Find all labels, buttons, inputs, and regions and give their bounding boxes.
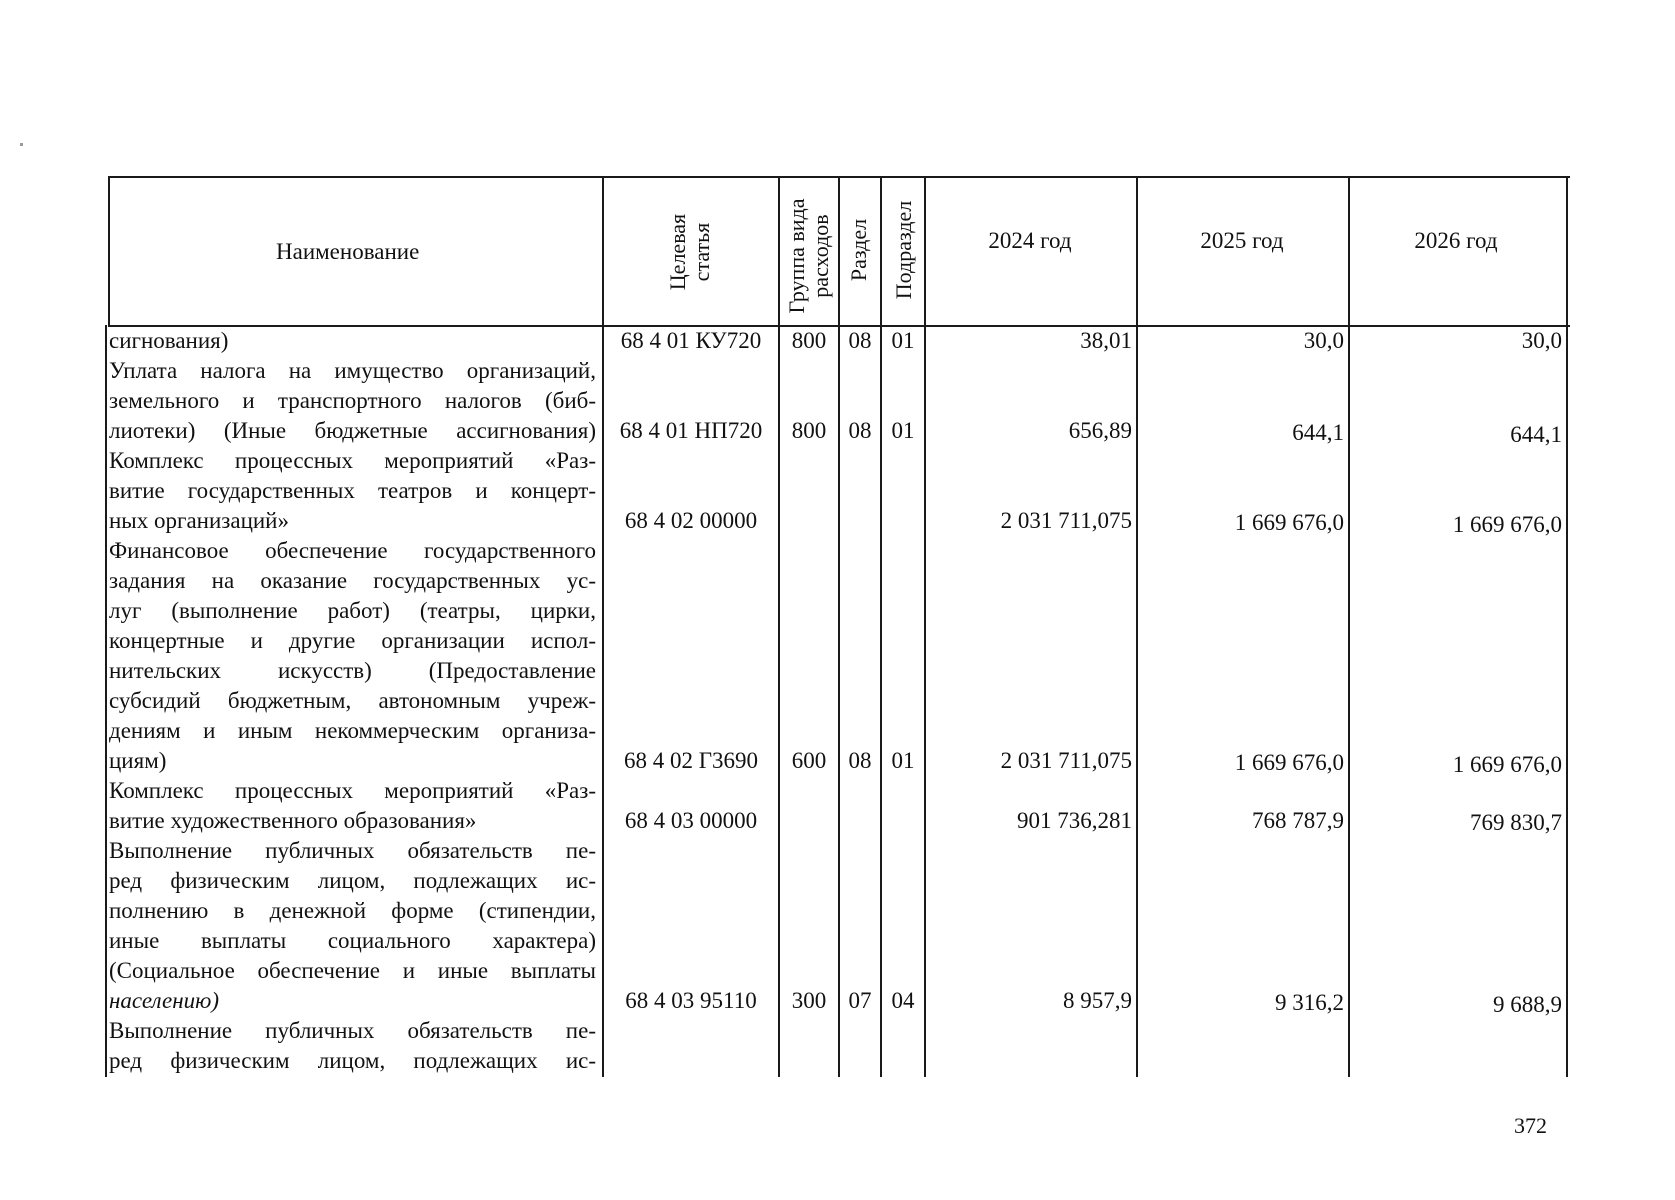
header-target-line1: Целевая bbox=[665, 213, 690, 291]
row-value-2025: 644,1 bbox=[1292, 420, 1344, 445]
row-name-line: ред физическим лицом, подлежащих ис- bbox=[109, 1048, 596, 1073]
col-line-group bbox=[838, 176, 840, 1077]
col-line-subsection bbox=[924, 176, 926, 1077]
row-section: 07 bbox=[848, 988, 872, 1013]
row-group: 800 bbox=[791, 418, 827, 443]
row-value-2024: 38,01 bbox=[1080, 328, 1132, 353]
row-name bbox=[109, 536, 596, 776]
row-group: 800 bbox=[791, 328, 827, 353]
row-section: 08 bbox=[848, 748, 872, 773]
header-name: Наименование bbox=[276, 239, 420, 264]
row-name-line: Комплекс процессных мероприятий «Раз- bbox=[109, 778, 596, 803]
row-value-2025: 1 669 676,0 bbox=[1234, 510, 1344, 535]
row-name bbox=[109, 836, 596, 1016]
row-target-code: 68 4 03 95110 bbox=[625, 988, 757, 1013]
header-group-line1: Группа вида bbox=[784, 198, 809, 314]
scan-dot bbox=[20, 143, 23, 146]
row-name bbox=[109, 1016, 596, 1076]
row-name-line: витие художественного образования» bbox=[109, 808, 477, 833]
row-name-line: населению) bbox=[109, 988, 220, 1013]
row-name-line: дениям и иным некоммерческим организа- bbox=[109, 718, 596, 743]
row-value-2024: 656,89 bbox=[1068, 418, 1132, 443]
row-name bbox=[109, 446, 596, 536]
row-name-line: лиотеки) (Иные бюджетные ассигнования) bbox=[109, 418, 596, 443]
page-number: 372 bbox=[1514, 1113, 1547, 1138]
row-name-line: субсидий бюджетным, автономным учреж- bbox=[109, 688, 596, 713]
table-top-border bbox=[108, 176, 1570, 178]
row-name-line: (Социальное обеспечение и иные выплаты bbox=[109, 958, 596, 983]
row-subsection: 01 bbox=[891, 748, 915, 773]
row-group: 600 bbox=[791, 748, 827, 773]
row-name-line: концертные и другие организации испол- bbox=[109, 628, 596, 653]
row-name-line: Финансовое обеспечение государственного bbox=[109, 538, 596, 563]
col-line-name bbox=[602, 176, 604, 1077]
row-name-line: Выполнение публичных обязательств пе- bbox=[109, 1018, 596, 1043]
row-value-2026: 1 669 676,0 bbox=[1452, 512, 1562, 537]
header-subsection: Подраздел bbox=[891, 200, 916, 300]
row-name-line: Уплата налога на имущество организаций, bbox=[109, 358, 596, 383]
row-value-2025: 768 787,9 bbox=[1252, 808, 1344, 833]
row-target-code: 68 4 02 Г3690 bbox=[623, 748, 759, 773]
row-value-2024: 2 031 711,075 bbox=[1000, 748, 1132, 773]
header-year-2025: 2025 год bbox=[1200, 228, 1284, 253]
row-name-line: луг (выполнение работ) (театры, цирки, bbox=[109, 598, 596, 623]
row-name bbox=[109, 776, 596, 836]
row-subsection: 01 bbox=[891, 328, 915, 353]
row-name-line: Выполнение публичных обязательств пе- bbox=[109, 838, 596, 863]
row-name-line: витие государственных театров и концерт- bbox=[109, 478, 596, 503]
row-value-2024: 901 736,281 bbox=[1017, 808, 1132, 833]
header-year-2026: 2026 год bbox=[1414, 228, 1498, 253]
row-value-2025: 30,0 bbox=[1303, 328, 1344, 353]
col-line-section bbox=[880, 176, 882, 1077]
col-line-2024 bbox=[1136, 176, 1138, 1077]
header-target-line2: статья bbox=[689, 222, 714, 282]
row-name-line: земельного и транспортного налогов (биб- bbox=[109, 388, 596, 413]
row-name-line: иные выплаты социального характера) bbox=[109, 928, 596, 953]
row-name-line: нительских искусств) (Предоставление bbox=[109, 658, 596, 683]
row-value-2026: 30,0 bbox=[1521, 328, 1562, 353]
row-name-line: ных организаций» bbox=[109, 508, 289, 533]
header-year-2024: 2024 год bbox=[988, 228, 1072, 253]
row-name-line: сигнования) bbox=[109, 328, 229, 353]
row-value-2025: 1 669 676,0 bbox=[1234, 750, 1344, 775]
row-subsection: 01 bbox=[891, 418, 915, 443]
row-group: 300 bbox=[791, 988, 827, 1013]
row-name-line: циям) bbox=[109, 748, 167, 773]
row-section: 08 bbox=[848, 418, 872, 443]
header-section: Раздел bbox=[846, 218, 871, 282]
row-target-code: 68 4 01 КУ720 bbox=[620, 328, 762, 353]
row-value-2026: 1 669 676,0 bbox=[1452, 752, 1562, 777]
col-line-code bbox=[778, 176, 780, 1077]
col-line-left-body bbox=[105, 325, 107, 1077]
row-value-2024: 8 957,9 bbox=[1063, 988, 1132, 1013]
row-name-line: ред физическим лицом, подлежащих ис- bbox=[109, 868, 596, 893]
col-line-right bbox=[1566, 176, 1568, 1077]
row-value-2026: 9 688,9 bbox=[1493, 992, 1562, 1017]
row-subsection: 04 bbox=[891, 988, 915, 1013]
row-target-code: 68 4 03 00000 bbox=[624, 808, 758, 833]
row-value-2026: 644,1 bbox=[1510, 422, 1562, 447]
row-target-code: 68 4 02 00000 bbox=[624, 508, 758, 533]
header-group-line2: расходов bbox=[808, 214, 833, 298]
header-expense-group bbox=[785, 191, 833, 321]
col-line-2025 bbox=[1348, 176, 1350, 1077]
row-section: 08 bbox=[848, 328, 872, 353]
row-name-line: полнению в денежной форме (стипендии, bbox=[109, 898, 596, 923]
row-name bbox=[109, 326, 596, 356]
row-name-line: задания на оказание государственных ус- bbox=[109, 568, 596, 593]
col-line-left bbox=[108, 176, 110, 325]
row-name-line: Комплекс процессных мероприятий «Раз- bbox=[109, 448, 596, 473]
row-value-2024: 2 031 711,075 bbox=[1000, 508, 1132, 533]
row-name bbox=[109, 356, 596, 446]
header-target-article bbox=[666, 202, 714, 302]
row-value-2025: 9 316,2 bbox=[1275, 990, 1344, 1015]
row-target-code: 68 4 01 НП720 bbox=[619, 418, 763, 443]
row-value-2026: 769 830,7 bbox=[1470, 810, 1562, 835]
